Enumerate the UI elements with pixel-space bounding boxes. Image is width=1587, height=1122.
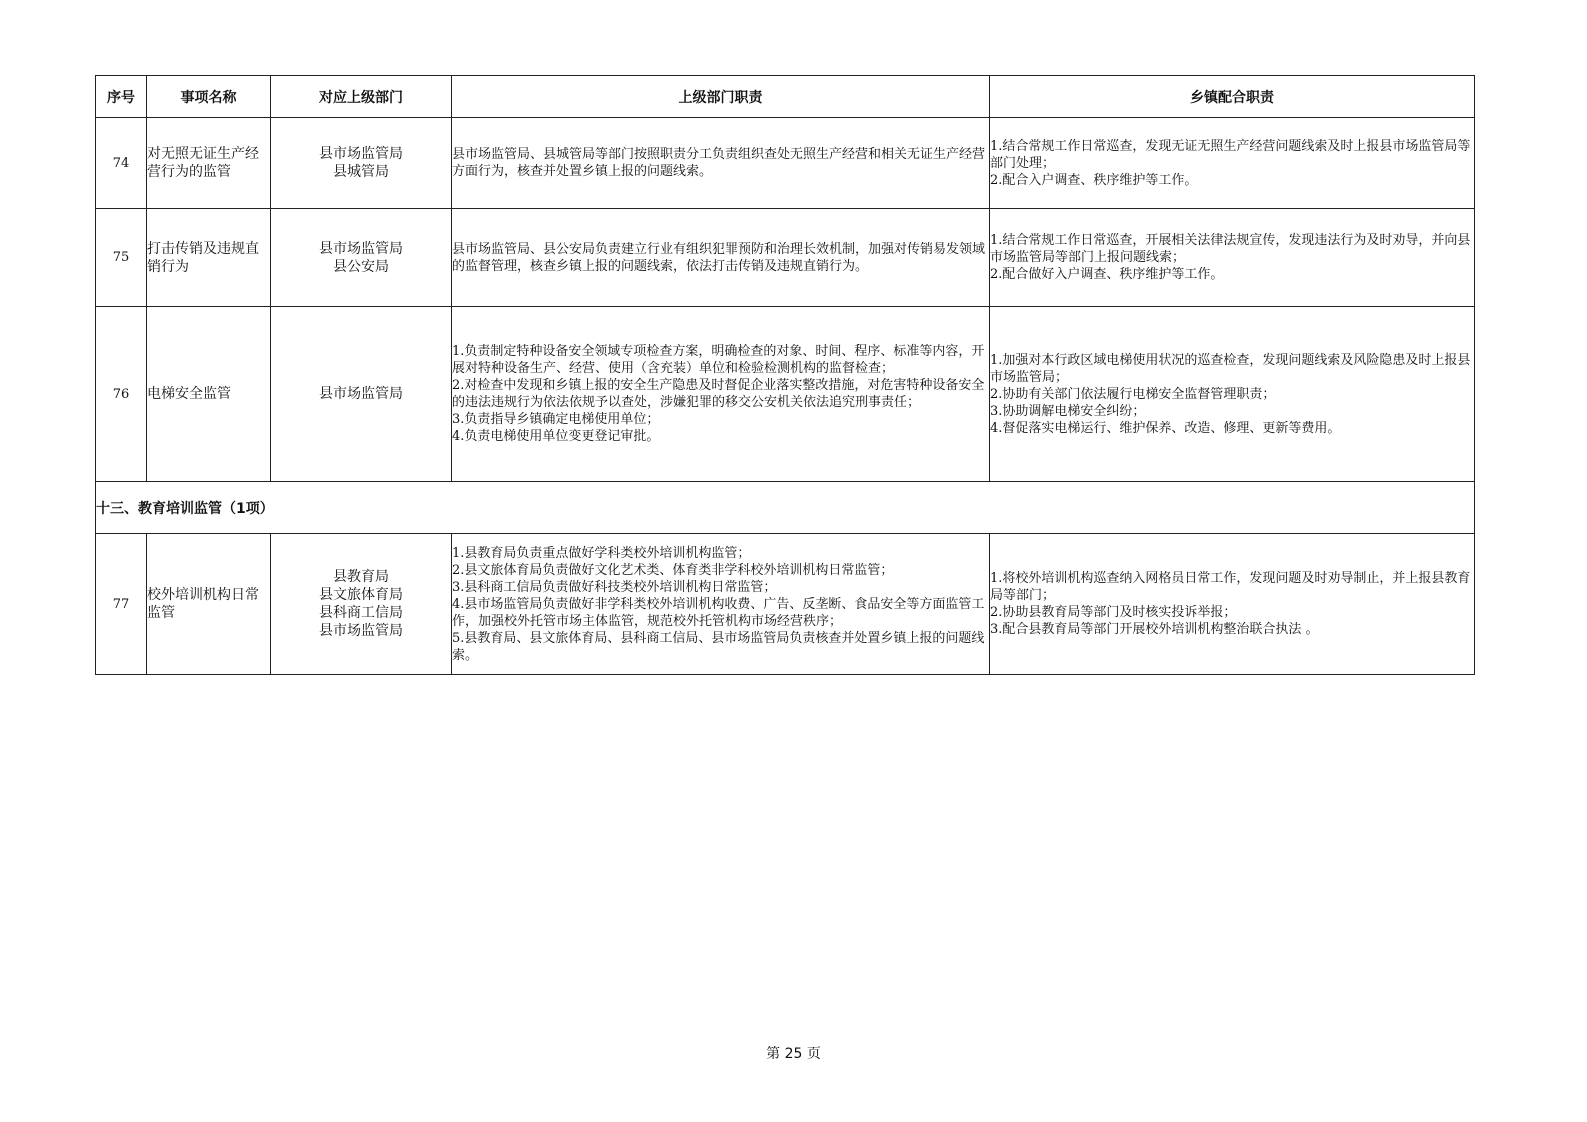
header-dept: 对应上级部门 [271, 76, 452, 118]
duty-line: 1.县教育局负责重点做好学科类校外培训机构监管； [452, 545, 751, 561]
table-row [96, 118, 1475, 209]
coop-line: 1.将校外培训机构巡查纳入网格员日常工作，发现问题及时劝导制止，并上报县教育局等部门； [990, 571, 1471, 603]
coop-line: 1.加强对本行政区域电梯使用状况的巡查检查，发现问题线索及风险隐患及时上报县市场监管局； [990, 352, 1471, 385]
department-line: 县公安局 [333, 258, 389, 275]
header-coop: 乡镇配合职责 [990, 76, 1475, 118]
department-line: 县文旅体育局 [319, 587, 403, 603]
department-line: 县市场监管局 [319, 240, 403, 257]
department [271, 118, 452, 209]
duty-line: 县市场监管局、县公安局负责建立行业有组织犯罪预防和治理长效机制，加强对传销易发领域的监督管理，核查乡镇上报的问题线索，依法打击传销及违规直销行为。 [452, 241, 986, 274]
department-line: 县科商工信局 [319, 605, 403, 621]
township-duty [990, 307, 1475, 482]
township-duty [990, 534, 1475, 675]
item-name: 电梯安全监管 [147, 307, 271, 482]
department [271, 534, 452, 675]
item-name: 打击传销及违规直销行为 [147, 209, 271, 307]
department [271, 307, 452, 482]
upper-duty [452, 118, 990, 209]
department-line: 县市场监管局 [319, 146, 403, 162]
section-row [96, 482, 1475, 534]
coop-line: 1.结合常规工作日常巡查，发现无证无照生产经营问题线索及时上报县市场监管局等部门处理； [990, 138, 1471, 171]
duty-line: 3.县科商工信局负责做好科技类校外培训机构日常监管； [452, 579, 777, 595]
coop-line: 3.协助调解电梯安全纠纷； [990, 403, 1146, 419]
coop-line: 3.配合县教育局等部门开展校外培训机构整治联合执法 。 [990, 622, 1319, 637]
item-name: 校外培训机构日常监管 [147, 534, 271, 675]
duty-line: 4.县市场监管局负责做好非学科类校外培训机构收费、广告、反垄断、食品安全等方面监管工作，加强校外托管市场主体监管，规范校外托管机构市场经营秩序； [452, 596, 985, 629]
department-line: 县城管局 [333, 164, 389, 180]
section-title: 十三、教育培训监管（1项） [96, 482, 1475, 534]
duty-line: 县市场监管局、县城管局等部门按照职责分工负责组织查处无照生产经营和相关无证生产经营方面行为，核查并处置乡镇上报的问题线索。 [452, 147, 986, 179]
duty-line: 3.负责指导乡镇确定电梯使用单位； [452, 412, 660, 427]
duty-line: 2.对检查中发现和乡镇上报的安全生产隐患及时督促企业落实整改措施，对危害特种设备安全的违法违规行为依法依规予以查处，涉嫌犯罪的移交公安机关依法追究刑事责任； [452, 378, 985, 410]
department-line: 县市场监管局 [319, 386, 403, 402]
coop-line: 2.配合做好入户调查、秩序维护等工作。 [990, 267, 1224, 282]
header-num: 序号 [96, 76, 147, 118]
coop-line: 2.协助有关部门依法履行电梯安全监督管理职责； [990, 386, 1276, 402]
department-line: 县市场监管局 [319, 623, 403, 639]
row-number: 75 [96, 209, 147, 307]
table-row [96, 307, 1475, 482]
duty-line: 5.县教育局、县文旅体育局、县科商工信局、县市场监管局负责核查并处置乡镇上报的问题线索。 [452, 630, 985, 663]
row-number: 76 [96, 307, 147, 482]
duty-line: 4.负责电梯使用单位变更登记审批。 [452, 429, 660, 444]
coop-line: 4.督促落实电梯运行、维护保养、改造、修理、更新等费用。 [990, 420, 1341, 436]
coop-line: 2.协助县教育局等部门及时核实投诉举报； [990, 605, 1237, 620]
header-duty: 上级部门职责 [452, 76, 990, 118]
row-number: 74 [96, 118, 147, 209]
table-row [96, 209, 1475, 307]
table-row [96, 534, 1475, 675]
department [271, 209, 452, 307]
item-name: 对无照无证生产经营行为的监管 [147, 118, 271, 209]
header-row [96, 76, 1475, 118]
page-number: 第 25 页 [766, 1046, 821, 1062]
coop-line: 2.配合入户调查、秩序维护等工作。 [990, 172, 1198, 188]
upper-duty [452, 534, 990, 675]
coop-line: 1.结合常规工作日常巡查，开展相关法律法规宣传，发现违法行为及时劝导，并向县市场监管局等部门上报问题线索； [990, 233, 1471, 265]
header-name: 事项名称 [147, 76, 271, 118]
upper-duty [452, 307, 990, 482]
upper-duty [452, 209, 990, 307]
row-number: 77 [96, 534, 147, 675]
township-duty [990, 209, 1475, 307]
duty-line: 1.负责制定特种设备安全领域专项检查方案，明确检查的对象、时间、程序、标准等内容，开展对特种设备生产、经营、使用（含充装）单位和检验检测机构的监督检查； [452, 344, 985, 376]
department-line: 县教育局 [333, 569, 389, 585]
duty-line: 2.县文旅体育局负责做好文化艺术类、体育类非学科校外培训机构日常监管； [452, 562, 894, 578]
township-duty [990, 118, 1475, 209]
responsibility-table [95, 75, 1475, 675]
